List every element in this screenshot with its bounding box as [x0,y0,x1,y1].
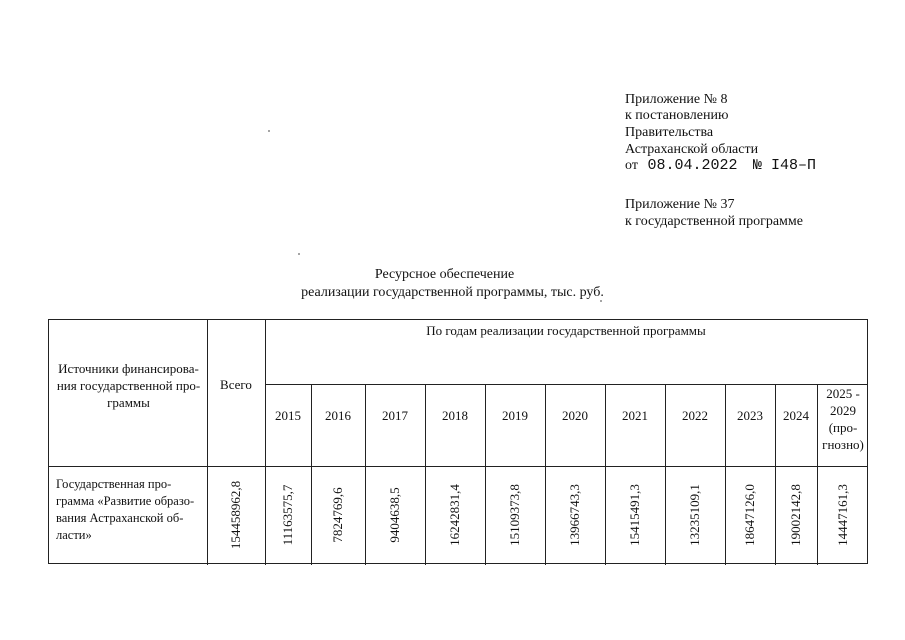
year-header: 2016 [325,408,351,423]
forecast-line: (про- [828,420,858,435]
resolution-number: № I48–П [752,157,816,174]
year-header: 2018 [442,408,468,423]
scan-speck [600,300,602,302]
scan-speck [268,130,270,132]
value-2020: 13966743,3 [567,484,582,546]
value-2019: 15109373,8 [507,484,522,546]
year-header: 2019 [502,408,528,423]
value-cell [265,467,311,563]
value-2016: 7824769,6 [330,487,345,543]
value-cell [485,467,545,563]
year-header: 2020 [562,408,588,423]
appendix-8-label: Приложение № 8 [625,92,728,107]
year-header: 2022 [682,408,708,423]
region-label: Астраханской области [625,142,759,157]
forecast-line: гнозно) [822,437,864,452]
total-column-header: Всего [220,377,252,392]
year-header: 2017 [382,408,408,423]
year-header: 2021 [622,408,648,423]
year-header: 2023 [737,408,763,423]
scan-speck [298,253,300,255]
value-2017: 9404638,5 [387,487,402,543]
value-2025-2029: 14447161,3 [835,484,850,546]
value-2018: 16242831,4 [447,484,462,546]
table-title-line2: реализации государственной программы, тыс. руб. [301,285,604,300]
table-title-line1: Ресурсное обеспечение [374,267,515,282]
program-row-label: Государственная про-грамма «Развитие образо-вания Астраханской об-ласти» [56,477,195,542]
year-header: 2015 [275,408,301,423]
resource-table [48,319,868,564]
program-label: к государственной программе [625,214,803,229]
value-2022: 13235109,1 [687,484,702,546]
value-cell [311,467,365,563]
value-cell [775,467,817,563]
value-2024: 19002142,8 [788,484,803,546]
total-cell [207,467,265,563]
value-cell [725,467,775,563]
value-cell [425,467,485,563]
resolution-date: 08.04.2022 [647,157,738,174]
grid-line [265,384,868,385]
value-cell [365,467,425,563]
government-label: Правительства [625,125,714,140]
total-value: 154458962,8 [228,480,243,550]
resolution-date-line [625,158,816,174]
value-2015: 11163575,7 [280,484,295,546]
forecast-line: 2029 [830,403,856,418]
appendix-37-label: Приложение № 37 [625,197,735,212]
value-cell [665,467,725,563]
year-header: 2024 [783,408,809,423]
years-group-header: По годам реализации государственной программы [426,323,706,338]
value-cell [817,467,869,563]
resolution-label: к постановлению [625,108,729,123]
forecast-year-header [817,385,869,453]
source-column-header: Источники финансирова-ния государственной про-граммы [56,361,201,410]
from-word: от [625,158,638,173]
forecast-line: 2025 - [826,386,860,401]
value-2021: 15415491,3 [627,484,642,546]
value-cell [545,467,605,563]
value-cell [605,467,665,563]
value-2023: 18647126,0 [742,484,757,546]
